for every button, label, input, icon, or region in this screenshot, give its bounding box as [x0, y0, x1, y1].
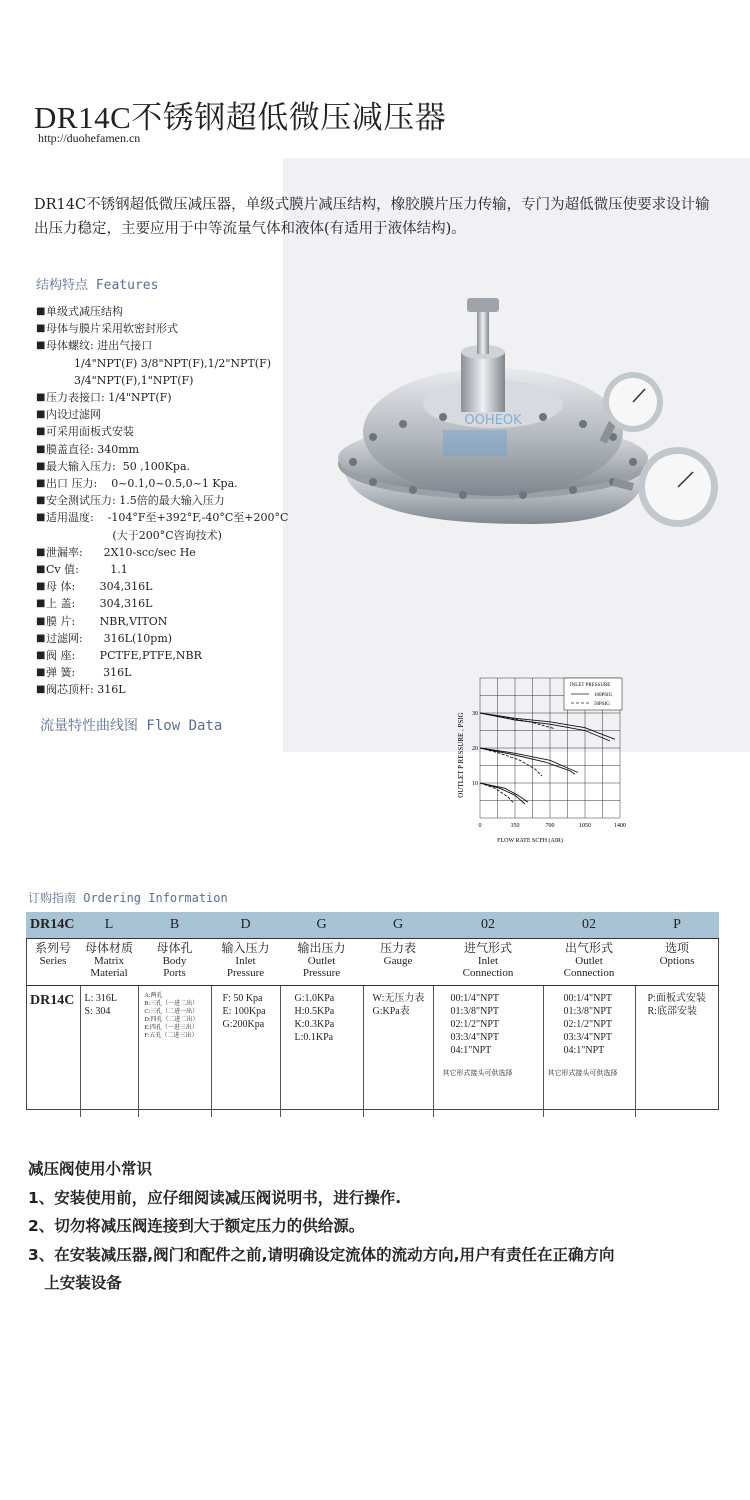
feature-item [36, 303, 336, 320]
bullet-icon: ■ [36, 409, 46, 421]
column-label-en: Series [39, 954, 67, 967]
feature-text: 弹 簧: 316L [46, 666, 132, 680]
code-cell: DR14C [26, 912, 80, 939]
feature-text: 内设过滤网 [46, 408, 101, 422]
option-line: 02:1/2"NPT [450, 1019, 500, 1030]
bullet-icon: ■ [36, 495, 46, 507]
usage-tips [28, 1155, 614, 1298]
column-label [543, 939, 635, 986]
page-title: DR14C不锈钢超低微压减压器 [34, 100, 447, 135]
column-label-en: Outlet Connection [563, 954, 615, 979]
feature-item [36, 647, 336, 664]
y-tick-label: 10 [472, 781, 478, 787]
gauge-cell [363, 986, 433, 1118]
inlet-note: 其它形式接头可供选择 [442, 1069, 513, 1077]
column-label-cn: 出气形式 [564, 941, 613, 955]
features-list [36, 303, 336, 699]
bullet-icon: ■ [36, 392, 46, 404]
series-line [480, 713, 610, 741]
feature-text: 适用温度: -104°F至+392°F,-40°C至+200°C [46, 511, 289, 525]
feature-item [36, 458, 336, 475]
x-tick-label: 700 [545, 823, 555, 829]
outlet-pressure-cell [280, 986, 363, 1118]
adjusting-screw [477, 312, 489, 354]
option-line: L:0.1KPa [294, 1032, 334, 1043]
option-line: G:200Kpa [222, 1019, 265, 1030]
site-url[interactable]: http://duohefamen.cn [38, 131, 141, 145]
feature-item [36, 337, 336, 354]
flow-chart [450, 670, 650, 850]
matrix-cell [80, 986, 138, 1118]
code-cell: P [635, 912, 719, 939]
inlet-connection-cell [433, 986, 543, 1118]
bonnet [461, 352, 505, 412]
feature-text: 膜盖直径: 340mm [46, 442, 140, 456]
bullet-icon: ■ [36, 306, 46, 317]
option-line: 04:1"NPT [563, 1045, 605, 1056]
ordering-heading: 订购指南 Ordering Information [28, 891, 228, 905]
feature-text: Cv 值: 1.1 [46, 563, 128, 577]
feature-item [36, 423, 336, 440]
feature-item [36, 561, 336, 578]
y-tick-label: 20 [472, 746, 478, 752]
feature-text: 阀 座: PCTFE,PTFE,NBR [46, 649, 202, 663]
bullet-icon: ■ [36, 512, 46, 524]
feature-text: 单级式减压结构 [46, 305, 123, 318]
flow-heading: 流量特性曲线图 Flow Data [40, 718, 223, 734]
feature-text: 安全测试压力: 1.5倍的最大输入压力 [46, 494, 225, 508]
column-label-cn: 母体材质 [84, 941, 133, 955]
column-label-en: Options [659, 954, 695, 967]
series-line [480, 783, 513, 802]
column-label [211, 939, 280, 986]
feature-item [36, 613, 336, 630]
bullet-icon: ■ [36, 650, 46, 662]
column-label-en: Body Ports [162, 954, 187, 979]
feature-text: 可采用面板式安装 [46, 425, 134, 439]
column-label [635, 939, 719, 986]
column-label-cn: 输入压力 [221, 941, 270, 955]
product-intro: DR14C不锈钢超低微压减压器，单级式膜片减压结构，橡胶膜片压力传输，专门为超低微压使要求设计输出压力稳定，主要应用于中等流量气体和液体(有适用于液体结构)。 [34, 197, 710, 237]
feature-item [36, 630, 336, 647]
bullet-icon: ■ [36, 478, 46, 490]
option-line: P:面板式安装 [647, 993, 706, 1004]
column-label-en: Outlet Pressure [302, 954, 341, 979]
option-line: B:三孔（一进二出） [144, 1001, 199, 1007]
x-tick-label: 1050 [579, 823, 591, 829]
y-tick-label: 30 [472, 711, 478, 717]
code-cell: D [211, 912, 280, 939]
feature-text: 膜 片: NBR,VITON [46, 614, 168, 628]
column-label [80, 939, 138, 986]
column-label-cn: 选项 [664, 941, 689, 955]
feature-text: 最大输入压力: 50 ,100Kpa. [46, 459, 190, 473]
option-line: G:1.0KPa [294, 993, 335, 1004]
x-tick-label: 350 [510, 823, 520, 829]
column-label-cn: 进气形式 [463, 941, 512, 955]
feature-text: 3/4"NPT(F),1"NPT(F) [46, 373, 194, 387]
regulator-product-image [333, 292, 733, 532]
column-label-en: Inlet Connection [462, 954, 514, 979]
code-cell: 02 [543, 912, 635, 939]
feature-item [36, 320, 336, 337]
bullet-icon: ■ [36, 546, 46, 558]
feature-text: 出口 压力: 0~0.1,0~0.5,0~1 Kpa. [46, 477, 238, 491]
feature-item [36, 595, 336, 612]
option-line: 03:3/4"NPT [450, 1032, 500, 1043]
tips-heading: 减压阀使用小常识 [28, 1160, 153, 1178]
option-line: R:底部安装 [647, 1006, 697, 1017]
bullet-icon: ■ [36, 460, 46, 472]
ordering-table [26, 912, 719, 1117]
x-tick-label: 1400 [614, 823, 626, 829]
option-line: D:四孔（二进二出） [144, 1017, 199, 1023]
chart-y-label: OUTLET P RESSURE , PSIG [457, 712, 465, 798]
code-cell: G [363, 912, 433, 939]
feature-text: 母体与膜片采用软密封形式 [46, 322, 178, 336]
option-line: A:两孔 [144, 993, 163, 999]
option-line: W:无压力表 [372, 993, 425, 1004]
body-ports-cell [138, 986, 211, 1118]
outlet-connection-cell [543, 986, 635, 1118]
feature-text: 阀芯顶杆: 316L [46, 683, 126, 697]
option-line: 03:3/4"NPT [563, 1032, 613, 1043]
bullet-icon: ■ [36, 426, 46, 438]
tip-line: 1、安装使用前，应仔细阅读减压阀说明书，进行操作. [28, 1188, 402, 1207]
column-label-cn: 压力表 [379, 941, 416, 955]
adjusting-knob [467, 298, 499, 312]
series-cell: DR14C [26, 986, 80, 1118]
features-heading: 结构特点 Features [36, 278, 159, 293]
watermark-logo [443, 430, 507, 456]
bullet-icon: ■ [36, 684, 46, 696]
chart-legend [564, 678, 622, 710]
option-line: F: 50 Kpa [222, 993, 263, 1004]
feature-text: (大于200°C咨询技术) [46, 528, 222, 542]
outlet-note: 其它形式接头可供选择 [547, 1069, 618, 1077]
option-line: C:三孔（二进一出） [144, 1009, 199, 1015]
column-label [363, 939, 433, 986]
column-label-en: Matrix Material [90, 954, 128, 979]
feature-text: 上 盖: 304,316L [46, 597, 153, 611]
option-line: 00:1/4"NPT [450, 993, 500, 1004]
option-line: 00:1/4"NPT [563, 993, 613, 1004]
feature-item [36, 355, 336, 372]
code-cell: B [138, 912, 211, 939]
feature-item [36, 544, 336, 561]
legend-item: 50PSIG [594, 702, 610, 707]
column-label-en: Gauge [383, 954, 413, 967]
option-line: 01:3/8"NPT [563, 1006, 613, 1017]
feature-text: 泄漏率: 2X10-scc/sec He [46, 545, 196, 559]
options-cell [635, 986, 719, 1118]
option-line: E: 100Kpa [222, 1006, 266, 1017]
feature-text: 压力表接口: 1/4"NPT(F) [46, 391, 172, 405]
column-label [26, 939, 80, 986]
bullet-icon: ■ [36, 340, 46, 352]
bullet-icon: ■ [36, 615, 46, 627]
tip-line: 2、切勿将减压阀连接到大于额定压力的供给源。 [28, 1217, 365, 1235]
legend-item: 100PSIG [594, 693, 613, 698]
chart-y-ticks [472, 711, 478, 787]
column-label-cn: 系列号 [34, 941, 71, 955]
column-label-en: Inlet Pressure [226, 954, 265, 979]
option-line: L: 316L [84, 993, 117, 1004]
bullet-icon: ■ [36, 598, 46, 610]
feature-item [36, 509, 336, 526]
bullet-icon: ■ [36, 323, 46, 335]
inlet-pressure-cell [211, 986, 280, 1118]
feature-item [36, 441, 336, 458]
bullet-icon: ■ [36, 581, 46, 593]
feature-item [36, 664, 336, 681]
column-label-cn: 输出压力 [297, 941, 346, 955]
feature-item [36, 681, 336, 698]
code-cell: L [80, 912, 138, 939]
chart-x-ticks [479, 823, 627, 829]
option-line: 01:3/8"NPT [450, 1006, 500, 1017]
option-line: F:五孔（二进三出） [144, 1033, 198, 1039]
bullet-icon: ■ [36, 667, 46, 679]
column-label [433, 939, 543, 986]
column-label-cn: 母体孔 [156, 941, 193, 955]
tip-line: 3、在安装减压器,阀门和配件之前,请明确设定流体的流动方向,用户有责任在正确方向 [28, 1245, 615, 1264]
feature-item [36, 406, 336, 423]
feature-item [36, 389, 336, 406]
option-line: H:0.5KPa [294, 1006, 335, 1017]
code-cell: 02 [433, 912, 543, 939]
option-line: S: 304 [84, 1006, 111, 1017]
option-line: 02:1/2"NPT [563, 1019, 613, 1030]
tip-line: 上安装设备 [28, 1274, 122, 1292]
watermark-text: OOHEOK [464, 413, 522, 428]
option-line: K:0.3KPa [294, 1019, 335, 1030]
feature-item [36, 527, 336, 544]
feature-text: 过滤网: 316L(10pm) [46, 631, 173, 645]
feature-item [36, 492, 336, 509]
feature-text: 1/4"NPT(F) 3/8"NPT(F),1/2"NPT(F) [46, 356, 271, 370]
code-cell: G [280, 912, 363, 939]
feature-item [36, 578, 336, 595]
x-tick-label: 0 [478, 823, 482, 829]
series-line [480, 783, 528, 802]
feature-item [36, 475, 336, 492]
feature-item [36, 372, 336, 389]
bullet-icon: ■ [36, 443, 46, 455]
legend-title: INLET PRESSURE [570, 683, 611, 688]
bullet-icon: ■ [36, 564, 46, 576]
option-line: 04:1"NPT [450, 1045, 492, 1056]
bullet-icon: ■ [36, 632, 46, 644]
chart-series [480, 713, 615, 804]
column-label [280, 939, 363, 986]
feature-text: 母体螺纹: 进出气接口 [46, 339, 153, 353]
option-line: E:四孔（一进三出） [144, 1025, 198, 1031]
column-label [138, 939, 211, 986]
feature-text: 母 体: 304,316L [46, 580, 153, 594]
option-line: G:KPa表 [372, 1006, 410, 1017]
chart-x-label: FLOW RATE SCFH (AIR) [497, 838, 563, 844]
